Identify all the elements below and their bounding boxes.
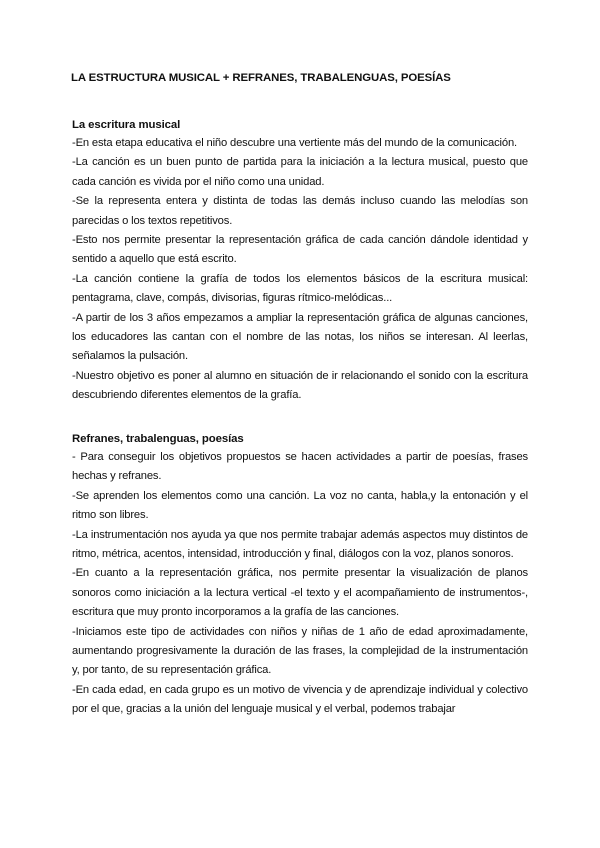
paragraph: -Esto nos permite presentar la representación gráfica de cada canción dándole identidad y sentido a aquello que está escrito. [72,234,528,266]
paragraph: -En cada edad, en cada grupo es un motivo de vivencia y de aprendizaje individual y colectivo por el que, gracias a la unión del lenguaje musical y el verbal, podemos trabajar [72,683,528,716]
paragraph: -La canción contiene la grafía de todos los elementos básicos de la escritura musical: pentagrama, clave, compás, divisorias, figuras rítmico-melódicas... [72,272,528,305]
paragraph: -Se la representa entera y distinta de todas las demás incluso cuando las melodías son parecidas o los textos repetitivos. [72,195,528,227]
section-refranes-trabalenguas-poesias [72,431,528,720]
section-heading: Refranes, trabalenguas, poesías [72,433,244,445]
paragraph: -Nuestro objetivo es poner al alumno en situación de ir relacionando el sonido con la escritura descubriendo diferentes elementos de la grafía. [72,369,528,402]
paragraph: -Se aprenden los elementos como una canción. La voz no canta, habla,y la entonación y el ritmo son libres. [72,489,528,522]
paragraph: -La canción es un buen punto de partida para la iniciación a la lectura musical, puesto que cada canción es vivida por el niño como una unidad. [72,156,528,188]
section-escritura-musical [72,117,528,406]
paragraph: - Para conseguir los objetivos propuestos se hacen actividades a partir de poesías, frases hechas y refranes. [72,451,528,483]
document-title: LA ESTRUCTURA MUSICAL + REFRANES, TRABALENGUAS, POESÍAS [71,72,451,84]
paragraph: -En cuanto a la representación gráfica, nos permite presentar la visualización de planos sonoros como iniciación a la lectura vertical -el texto y el acompañamiento de instrumentos-, escritura que muy pronto incorporamos a la grafía de las canciones. [72,567,528,619]
paragraph: -Iniciamos este tipo de actividades con niños y niñas de 1 año de edad aproximadamente, aumentando progresivamente la duración de las frases, la complejidad de la instrumentación y, por tanto, de su representación gráfica. [72,625,528,677]
paragraph: -La instrumentación nos ayuda ya que nos permite trabajar además aspectos muy distintos de ritmo, métrica, acentos, intensidad, introducción y final, diálogos con la voz, planos sonoros. [72,528,528,561]
paragraph: -En esta etapa educativa el niño descubre una vertiente más del mundo de la comunicación. [72,137,517,149]
section-heading: La escritura musical [72,119,181,131]
paragraph: -A partir de los 3 años empezamos a ampliar la representación gráfica de algunas canciones, los educadores las cantan con el nombre de las notas, los niños se interesan. Al leerlas, señalamos la pulsación. [72,311,528,363]
